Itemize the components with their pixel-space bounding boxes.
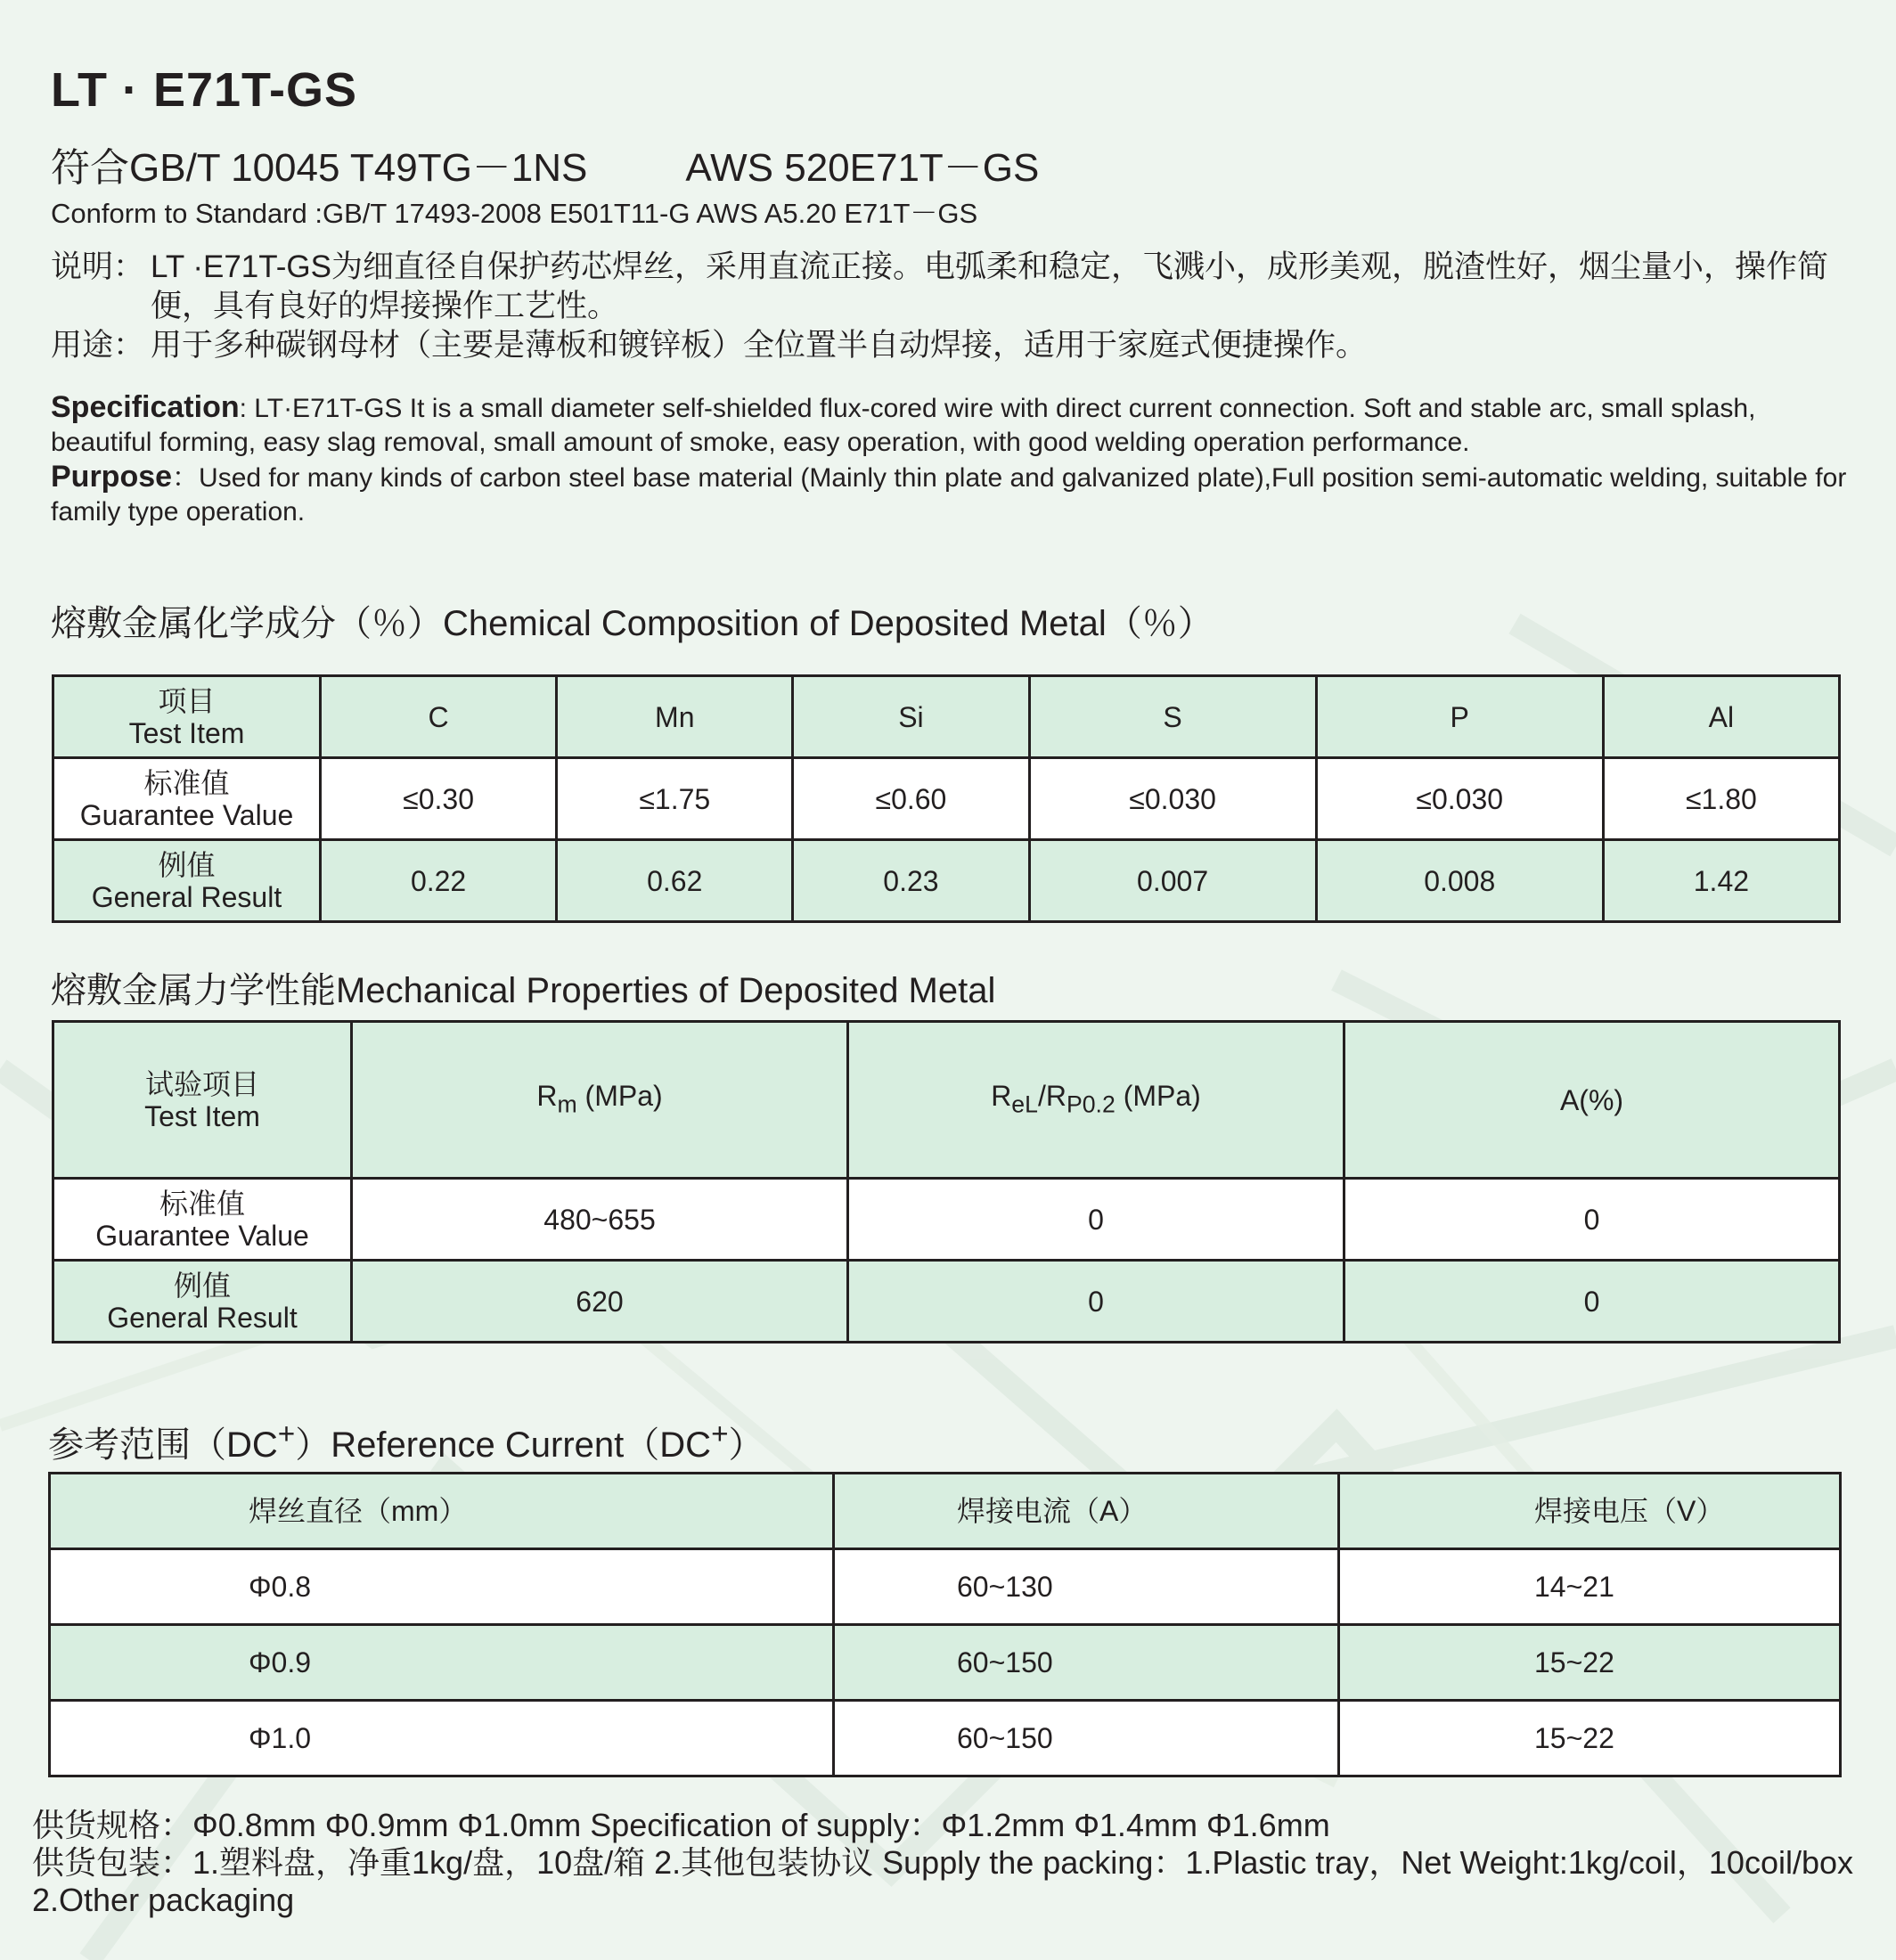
table-header-row [50,1474,1841,1549]
table-header-row [53,1022,1840,1179]
header-cell: C [321,676,557,758]
header-cell: $R_{eL}/R_{P0.2}$ (MPa) [848,1022,1344,1179]
row-label: 标准值 Guarantee Value [53,758,321,840]
table-cell: 0 [1344,1179,1840,1261]
table-cell: 60~150 [834,1701,1339,1776]
use-label: 用途： [51,328,145,363]
table-cell: 0.007 [1029,840,1316,922]
supply-info [32,1807,1867,1919]
explain-text: LT ·E71T-GS为细直径自保护药芯焊丝，采用直流正接。电弧柔和稳定，飞溅小，成形美观，脱渣性好，烟尘量小，操作简便，具有良好的焊接操作工艺性。 [151,249,1828,323]
table-cell: 0 [848,1179,1344,1261]
row-label: 标准值 Guarantee Value [53,1179,352,1261]
purpose-text: ：Used for many kinds of carbon steel base material (Mainly thin plate and galvanized plate),Full position semi-automatic welding, suitable for family type operation. [51,463,1847,527]
standard-cn [51,135,1039,192]
table-cell: 620 [352,1261,848,1343]
table-cell: 0.23 [793,840,1029,922]
current-table [48,1472,1842,1777]
table-cell: 60~130 [834,1549,1339,1625]
table-cell: ≤1.80 [1603,758,1839,840]
table-cell: Φ0.8 [50,1549,834,1625]
table-header-row [53,676,1840,758]
header-cell: Si [793,676,1029,758]
explain-label: 说明： [51,249,145,284]
chemical-table [52,674,1841,923]
current-title: 参考范围（DC+）Reference Current（DC+） [48,1417,764,1465]
chemical-title: 熔敷金属化学成分（％）Chemical Composition of Deposited Metal（％） [51,604,1214,643]
mechanical-table [52,1020,1841,1343]
table-cell: 15~22 [1339,1701,1841,1776]
use-text: 用于多种碳钢母材（主要是薄板和镀锌板）全位置半自动焊接，适用于家庭式便捷操作。 [151,328,1368,363]
table-cell: 0.22 [321,840,557,922]
mechanical-title: 熔敷金属力学性能Mechanical Properties of Deposited Metal [51,971,996,1010]
table-cell: 0.008 [1316,840,1603,922]
table-row [50,1549,1841,1625]
row-label: 例值 General Result [53,1261,352,1343]
table-cell: ≤0.030 [1316,758,1603,840]
header-cell: $R_m$ (MPa) [352,1022,848,1179]
header-cell: S [1029,676,1316,758]
table-cell: 480~655 [352,1179,848,1261]
table-cell: ≤0.030 [1029,758,1316,840]
header-cell: Al [1603,676,1839,758]
spec-label: Specification [51,390,240,424]
standard-gb: 符合GB/T 10045 T49TG－1NS [51,146,588,190]
header-cell: A(%) [1344,1022,1840,1179]
header-cell: 项目 Test Item [53,676,321,758]
table-row [53,758,1840,840]
table-cell: 1.42 [1603,840,1839,922]
description-cn [51,248,1851,365]
table-cell: 0 [1344,1261,1840,1343]
table-row [53,840,1840,922]
spec-text: : LT·E71T-GS It is a small diameter self-shielded flux-cored wire with direct current connection. Soft and stable arc, small splash, beautiful forming, easy slag removal, small amount of smoke, easy operation, with good welding operation performance. [51,394,1756,457]
use-row [51,326,1851,365]
purpose-label: Purpose [51,460,173,494]
row-label: 例值 General Result [53,840,321,922]
table-cell: ≤0.30 [321,758,557,840]
standard-en: Conform to Standard :GB/T 17493-2008 E501T11-G AWS A5.20 E71T－GS [51,198,978,229]
header-cell: P [1316,676,1603,758]
table-row [53,1179,1840,1261]
header-cell: 焊丝直径（mm） [50,1474,834,1549]
table-row [50,1625,1841,1701]
explain-row [51,248,1851,326]
purpose-paragraph [51,460,1851,529]
supply-spec-line: 供货规格：Φ0.8mm Φ0.9mm Φ1.0mm Specification of supply：Φ1.2mm Φ1.4mm Φ1.6mm [32,1807,1330,1843]
header-cell: 焊接电流（A） [834,1474,1339,1549]
table-cell: Φ1.0 [50,1701,834,1776]
table-cell: 0.62 [557,840,793,922]
specification-en [51,390,1851,529]
table-cell: 60~150 [834,1625,1339,1701]
product-title: LT · E71T-GS [51,63,358,117]
table-cell: 0 [848,1261,1344,1343]
header-cell: 试验项目 Test Item [53,1022,352,1179]
standard-aws: AWS 520E71T－GS [685,146,1040,190]
table-cell: 14~21 [1339,1549,1841,1625]
table-cell: 15~22 [1339,1625,1841,1701]
spec-paragraph [51,390,1851,460]
table-cell: ≤1.75 [557,758,793,840]
header-cell: Mn [557,676,793,758]
table-row [50,1701,1841,1776]
table-cell: Φ0.9 [50,1625,834,1701]
table-row [53,1261,1840,1343]
supply-packing-line: 供货包装：1.塑料盘，净重1kg/盘，10盘/箱 2.其他包装协议 Supply the packing：1.Plastic tray，Net Weight:1kg/coil，10coil/box 2.Other packaging [32,1844,1854,1918]
header-cell: 焊接电压（V） [1339,1474,1841,1549]
table-cell: ≤0.60 [793,758,1029,840]
